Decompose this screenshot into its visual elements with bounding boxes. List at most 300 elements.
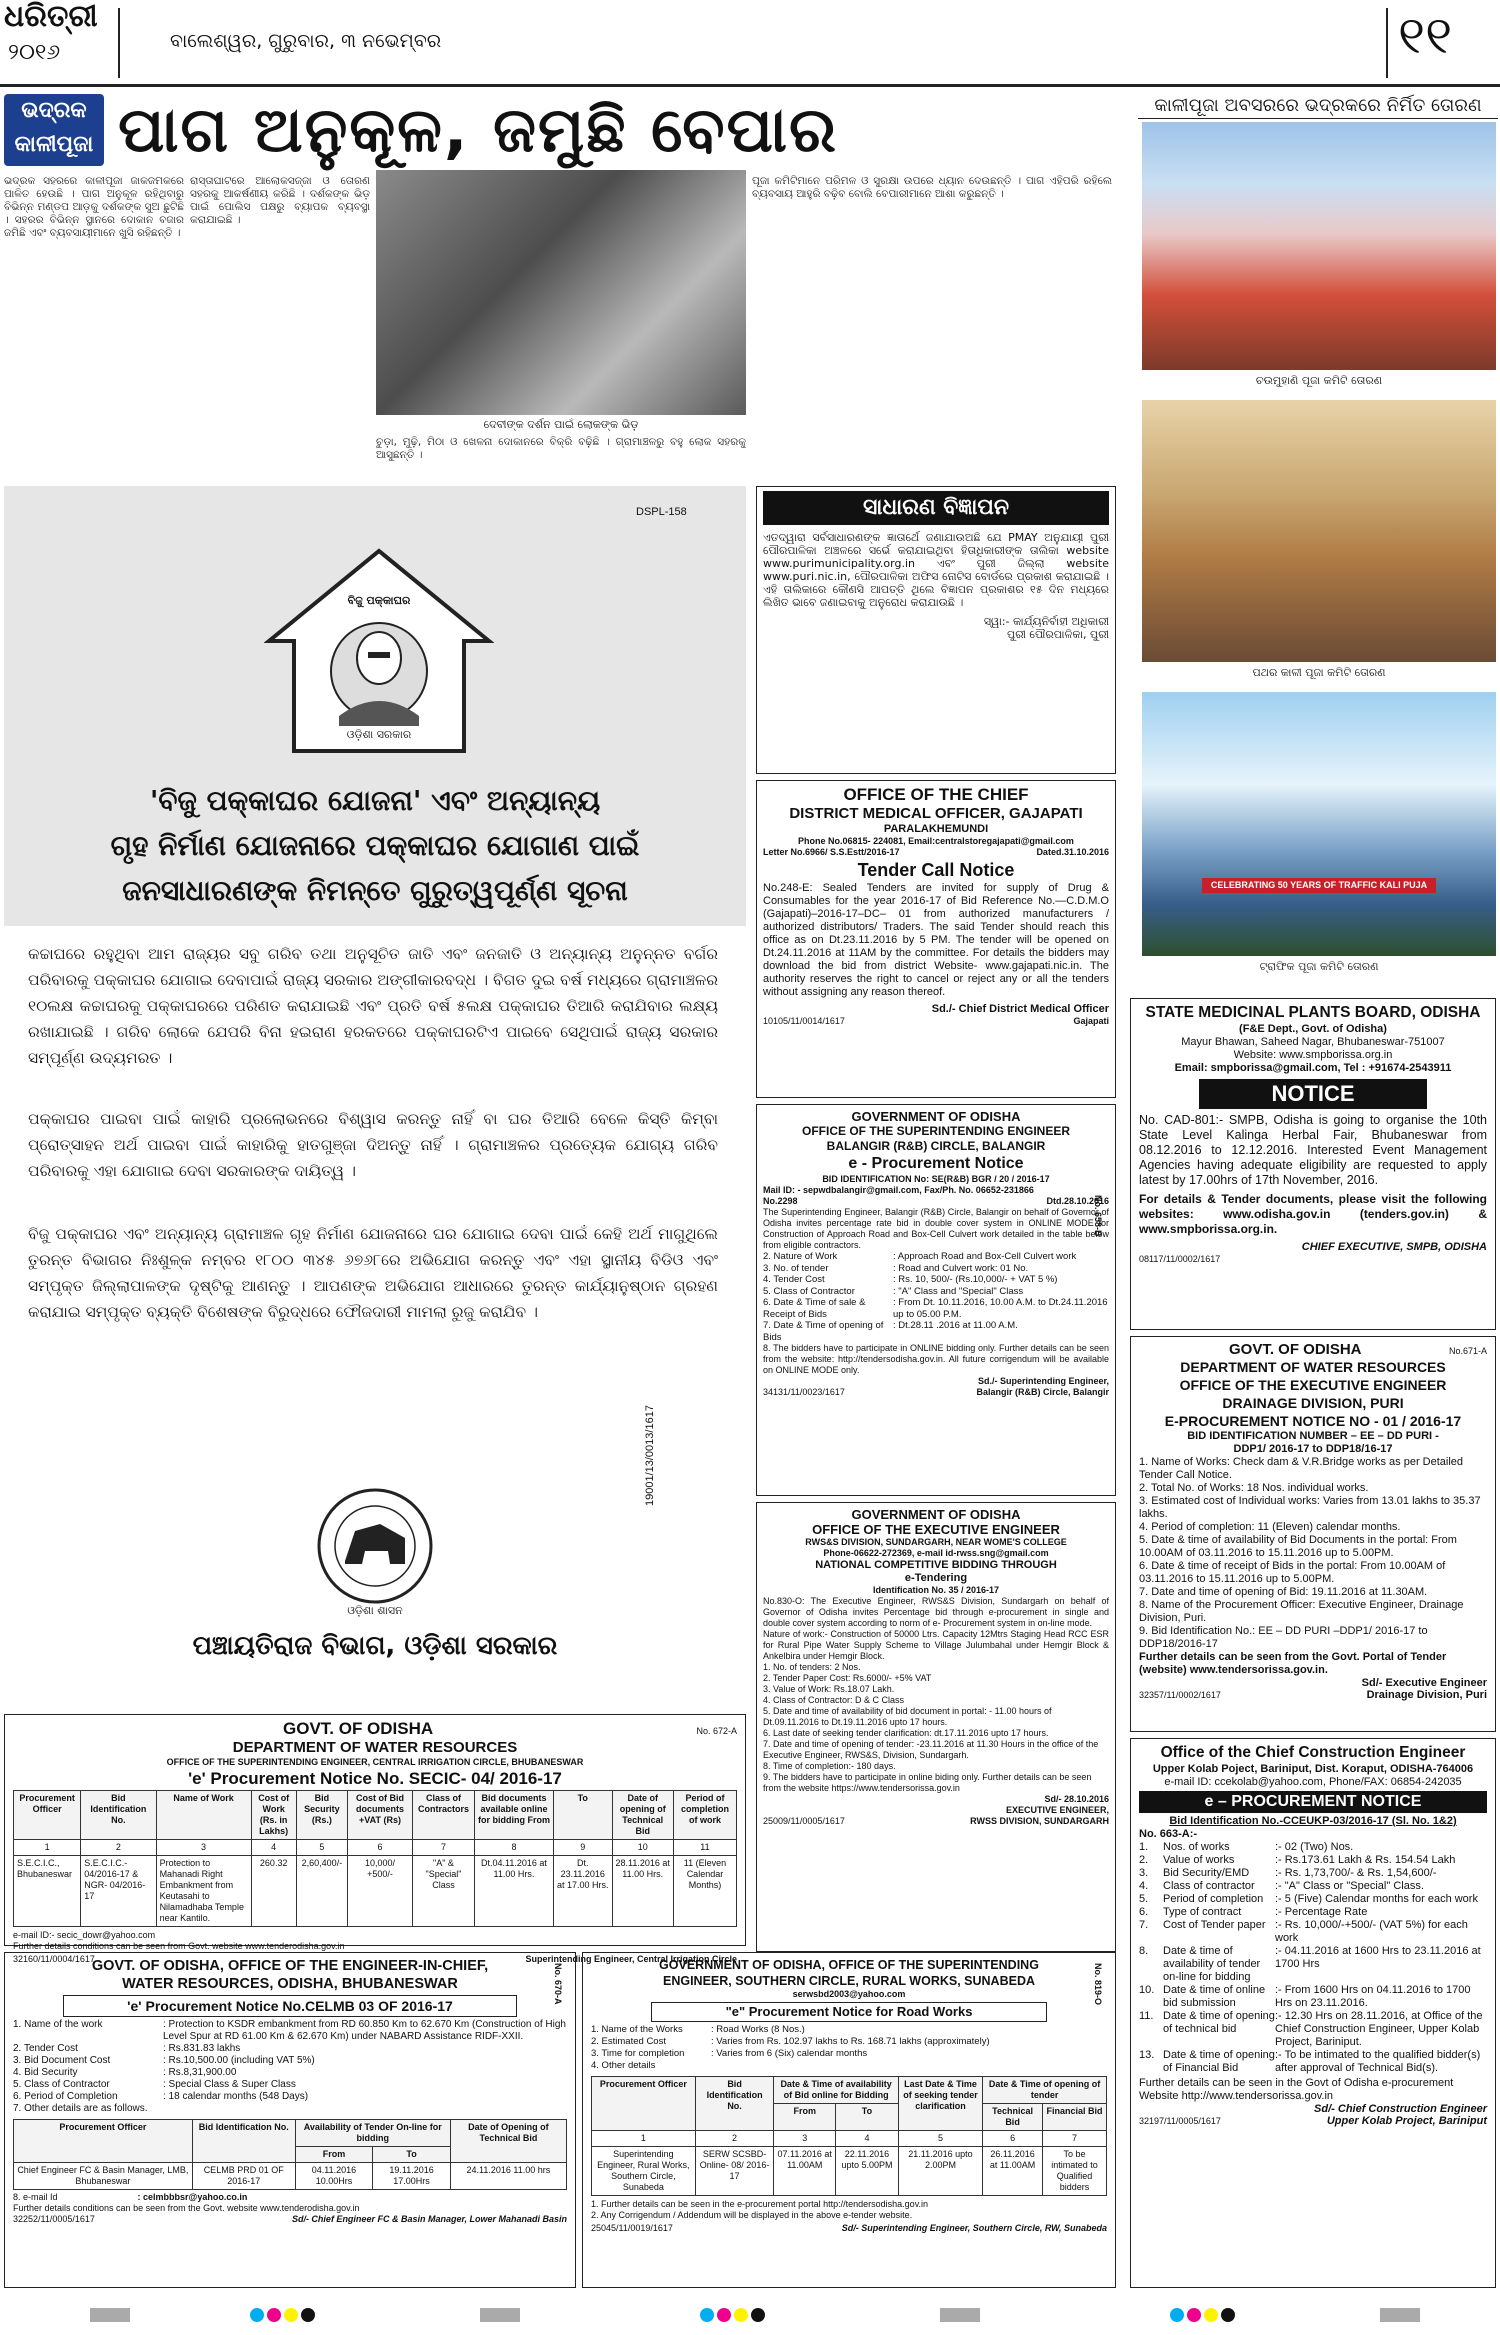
- masthead: [0, 0, 1500, 88]
- celmb-detail-table: [13, 2019, 567, 2115]
- cdmo-body: No.248-E: Sealed Tenders are invited for supply of Drug & Consumables for the year 2016-17 of Bid Reference No.—C.D.M.O (Gajapati)–2016-17–DC– 01 from authorized manufacturers / authorized distributors/ Traders. The said Tender should reach this office as on Dt.23.11.2016 by 5 PM. The tender will be opened on Dt.24.11.2016 at 11AM by the committee. For details the bidders may download the bid from district Website- www.gajapati.nic.in. The authority reserves the right to cancel or reject any or all the tenders without assigning any reason thereof.: [763, 882, 1109, 998]
- secic-cell: 260.32: [251, 1856, 296, 1927]
- puri-title-2: DEPARTMENT OF WATER RESOURCES: [1180, 1359, 1446, 1375]
- cmyk-marks: [250, 2308, 318, 2327]
- govt-ad: [4, 486, 746, 1706]
- secic-cell: S.E.C.I.C.- 04/2016-17 & NGR- 04/2016-17: [81, 1856, 156, 1927]
- puri-item: 3. Estimated cost of Individual works: Varies from 13.01 lakhs to 35.37 lakhs.: [1139, 1495, 1481, 1520]
- kolab-row-value: :- Percentage Rate: [1275, 1906, 1368, 1918]
- celmb-row-value: : 18 calendar months (548 Days): [163, 2091, 309, 2102]
- crowd-photo-caption: ଦେବୀଙ୍କ ଦର୍ଶନ ପାଇଁ ଲୋକଙ୍କ ଭିଡ଼: [483, 418, 639, 431]
- celmb-row-value: [163, 2103, 567, 2115]
- traffic-puja-gate-photo: [1142, 692, 1496, 956]
- kolab-row-label: Date & time of availability of tender on-line for bidding: [1163, 1945, 1261, 1983]
- cdmo-title-1: OFFICE OF THE CHIEF: [843, 785, 1029, 804]
- cdmo-sign-place: Gajapati: [1073, 1016, 1109, 1026]
- kolab-row-label: Nos. of works: [1163, 1841, 1230, 1853]
- sunabeda-cell: SERW SCSBD- Online- 08/ 2016-17: [695, 2147, 774, 2196]
- newspaper-logo: ଧରିତ୍ରୀ: [4, 0, 98, 34]
- puri-item: 1. Name of Works: Check dam & V.R.Bridge works as per Detailed Tender Call Notice.: [1139, 1456, 1464, 1481]
- masthead-divider-right: [1386, 8, 1388, 78]
- smpb-addr: Mayur Bhawan, Saheed Nagar, Bhubaneswar-751007: [1181, 1036, 1445, 1048]
- article-column-4: ପୂଜା କମିଟିମାନେ ପରିମଳ ଓ ସୁରକ୍ଷା ଉପରେ ଧ୍ୟାନ ଦେଉଛନ୍ତି । ପାଗ ଏହିପରି ରହିଲେ ବ୍ୟବସାୟ ଆହୁରି ବଢ଼ିବ ବୋଲି ବେପାରୀମାନେ ଆଶା କରୁଛନ୍ତି ।: [752, 175, 1112, 200]
- chaumuhani-gate-photo: [1142, 122, 1496, 370]
- balangir-detail-table: [763, 1251, 1109, 1343]
- sunabeda-sign: Sd/- Superintending Engineer, Southern Circle, RW, Sunabeda: [841, 2223, 1107, 2233]
- balangir-item-1: The Superintending Engineer, Balangir (R&B) Circle, Balangir on behalf of Governor of Odisha invites percentage rate bid in double cover system in ONLINE MODE for Construction of Approach Road and Box-Cell Culvert work detailed in the table below from eligible contractors.: [763, 1207, 1109, 1250]
- page-number: ୧୧: [1398, 6, 1453, 66]
- article-column-1: ଭଦ୍ରକ ସହରରେ କାଳୀପୂଜା ଜାକଜମକରେ ପାଳିତ ହେଉଛି । ପାଗ ଅନୁକୂଳ ରହିଥିବାରୁ ବିଭିନ୍ନ ମଣ୍ଡପ ଆଡ଼କୁ ଦର୍ଶକଙ୍କ ସୁଅ ଛୁଟିଛି । ସହରର ବିଭିନ୍ନ ସ୍ଥାନରେ ଦୋକାନ ବଜାର ଜମିଛି ଏବଂ ବ୍ୟବସାୟୀମାନେ ଖୁସି ରହିଛନ୍ତି ।: [4, 175, 184, 239]
- secic-col-header: Procurement Officer: [14, 1791, 81, 1840]
- puri-item: 9. Bid Identification No.: EE – DD PURI –DDP1/ 2016-17 to DDP18/2016-17: [1139, 1625, 1428, 1650]
- kolab-email: e-mail ID: ccekolab@yahoo.com, Phone/FAX: 06854-242035: [1164, 1776, 1462, 1788]
- sundargarh-item: 9. The bidders have to participate in online biding only. Further details can be seen from the website https://www.tendersorissa.gov.in: [763, 1772, 1092, 1793]
- secic-cell: S.E.C.I.C., Bhubaneswar: [14, 1856, 81, 1927]
- right-column-header: କାଳୀପୂଜା ଅବସରରେ ଭଦ୍ରକରେ ନିର୍ମିତ ତୋରଣ: [1138, 94, 1498, 119]
- kolab-row-num: 6.: [1139, 1906, 1149, 1918]
- kolab-no: No. 663-A:-: [1139, 1828, 1198, 1840]
- sundargarh-body: No.830-O: The Executive Engineer, RWS&S Division, Sundargarh on behalf of Governor of Odisha invites Percentage bid through e-procurement in single and double cover system according to norm of e- Procurement system in on-line mode.: [763, 1596, 1109, 1628]
- kolab-further: Further details can be seen in the Govt of Odisha e-procurement Website http://www.tendersorissa.gov.in: [1139, 2077, 1454, 2102]
- secic-cell: Dt. 23.11.2016 at 17.00 Hrs.: [554, 1856, 613, 1927]
- yellow-mark: [284, 2308, 298, 2322]
- kolab-row-value: :- To be intimated to the qualified bidder(s) after approval of Technical Bid(s).: [1275, 2049, 1481, 2074]
- secic-col-number: 2: [81, 1840, 156, 1856]
- kolab-row-value: :- 12.30 Hrs on 28.11.2016, at Office of the Chief Construction Engineer, Upper Kolab Project, Bariniput.: [1275, 2010, 1483, 2048]
- sundargarh-title-2: OFFICE OF THE EXECUTIVE ENGINEER: [812, 1522, 1060, 1537]
- secic-col-number: 11: [673, 1840, 736, 1856]
- sundargarh-item: 5. Date and time of availability of bid document in portal: - 11.00 hours of Dt.09.11.2016 to Dt.19.11.2016 upto 17 hours.: [763, 1706, 1052, 1727]
- smpb-title: STATE MEDICINAL PLANTS BOARD, ODISHA: [1145, 1004, 1481, 1021]
- secic-title-3: OFFICE OF THE SUPERINTENDING ENGINEER, CENTRAL IRRIGATION CIRCLE, BHUBANESWAR: [166, 1757, 584, 1767]
- print-registration-strip: [0, 2300, 1500, 2330]
- secic-title-1: GOVT. OF ODISHA: [283, 1719, 434, 1738]
- kolab-row-value: :- Rs. 1,73,700/- & Rs. 1,54,600/-: [1275, 1867, 1437, 1879]
- black-mark: [751, 2308, 765, 2322]
- kolab-row-value: :- 04.11.2016 at 1600 Hrs to 23.11.2016 at 1700 Hrs: [1275, 1945, 1481, 1970]
- kolab-row-value: :- 02 (Two) Nos.: [1275, 1841, 1354, 1853]
- smpb-notice: [1130, 998, 1496, 1330]
- sundargarh-nature: Nature of work:- Construction of 50000 Ltrs. Capacity 12Mtrs Staging Head RCC ESR for Rural Pipe Water Supply Scheme to Village Julumbahal under Hemgir Block & Ankelbira under Hemgir Block.: [763, 1629, 1109, 1661]
- sunabeda-col-number: 4: [836, 2131, 899, 2147]
- sundargarh-heading-2: e-Tendering: [904, 1572, 968, 1584]
- celmb-col-header: Date of Opening of Technical Bid: [450, 2120, 566, 2163]
- general-notice-title: ସାଧାରଣ ବିଜ୍ଞାପନ: [763, 491, 1109, 525]
- headline: ପାଗ ଅନୁକୂଳ, ଜମୁଛି ବେପାର: [118, 93, 839, 166]
- sunabeda-heading: "e" Procurement Notice for Road Works: [651, 2002, 1047, 2022]
- cmyk-marks: [1170, 2308, 1238, 2327]
- smpb-body-2: For details & Tender documents, please visit the following websites: www.odisha.gov.in (tenders.gov.in) & www.smpborissa.org.in.: [1139, 1192, 1487, 1236]
- secic-cell: Protection to Mahanadi Right Embankment from Keutasahi to Nilamadhaba Temple near Kantilo.: [156, 1856, 251, 1927]
- balangir-row-value: : Dt.28.11 .2016 at 11.00 A.M.: [893, 1320, 1018, 1331]
- sundargarh-item: 7. Date and time of opening of tender: -23.11.2016 at 11.30 Hours in the office of the Executive Engineer, RWS&S, Division, Sundargarh.: [763, 1739, 1099, 1760]
- balangir-no: No.2298: [763, 1196, 798, 1206]
- general-notice-sign-2: ପୁରୀ ପୌରପାଳିକା, ପୁରୀ: [1006, 628, 1109, 641]
- sunabeda-col-number: 2: [695, 2131, 774, 2147]
- celmb-row-label: 1. Name of the work: [13, 2019, 103, 2030]
- secic-col-number: 3: [156, 1840, 251, 1856]
- kolab-row-label: Bid Security/EMD: [1163, 1867, 1250, 1879]
- smpb-sign: CHIEF EXECUTIVE, SMPB, ODISHA: [1301, 1241, 1487, 1253]
- puri-item: 6. Date & time of receipt of Bids in the portal: From 10.00AM of 03.11.2016 to 15.11.2016 up to 5.00PM.: [1139, 1560, 1446, 1585]
- balangir-title-3: BALANGIR (R&B) CIRCLE, BALANGIR: [826, 1139, 1046, 1153]
- secic-col-header: Bid Security (Rs.): [296, 1791, 347, 1840]
- cdmo-title-2: DISTRICT MEDICAL OFFICER, GAJAPATI: [789, 805, 1083, 822]
- balangir-sign-2: Balangir (R&B) Circle, Balangir: [976, 1387, 1109, 1397]
- govt-ad-headline-1: 'ବିଜୁ ପକ୍କାଘର ଯୋଜନା' ଏବଂ ଅନ୍ୟାନ୍ୟ: [149, 784, 601, 817]
- puri-notice: [1130, 1336, 1496, 1732]
- sundargarh-item: 8. Time of completion:- 180 days.: [763, 1761, 896, 1771]
- smpb-web: Website: www.smpborissa.org.in: [1233, 1049, 1393, 1061]
- balangir-dated: Dtd.28.10.2016: [1046, 1196, 1109, 1206]
- balangir-bid-id: BID IDENTIFICATION No: SE(R&B) BGR / 20 / 2016-17: [822, 1174, 1050, 1184]
- celmb-row-label: 6. Period of Completion: [13, 2091, 118, 2102]
- sunabeda-row-value: : Road Works (8 Nos.): [711, 2024, 805, 2035]
- celmb-cell: 04.11.2016 10.00Hrs: [295, 2163, 373, 2190]
- pathar-kali-caption: ପଥର କାଳୀ ପୂଜା କମିଟି ତୋରଣ: [1252, 666, 1386, 679]
- secic-heading: 'e' Procurement Notice No. SECIC- 04/ 2016-17: [188, 1769, 562, 1788]
- secic-cell: Dt.04.11.2016 at 11.00 Hrs.: [474, 1856, 553, 1927]
- secic-col-number: 10: [612, 1840, 673, 1856]
- secic-col-number: 4: [251, 1840, 296, 1856]
- sunabeda-sub-header: To: [836, 2104, 899, 2131]
- celmb-title-1: GOVT. OF ODISHA, OFFICE OF THE ENGINEER-IN-CHIEF,: [91, 1958, 489, 1974]
- celmb-col-header: Procurement Officer: [14, 2120, 193, 2163]
- sunabeda-col-number: 3: [774, 2131, 836, 2147]
- celmb-row-label: 5. Class of Contractor: [13, 2079, 110, 2090]
- secic-col-header: Date of opening of Technical Bid: [612, 1791, 673, 1840]
- kolab-row-value: :- Rs.173.61 Lakh & Rs. 154.54 Lakh: [1275, 1854, 1456, 1866]
- sundargarh-item: 4. Class of Contractor: D & C Class: [763, 1695, 905, 1705]
- general-notice: [756, 486, 1116, 774]
- sunabeda-row-label: 1. Name of the Works: [591, 2024, 683, 2035]
- kolab-row-num: 13.: [1139, 2049, 1155, 2061]
- secic-col-number: 5: [296, 1840, 347, 1856]
- secic-table: [13, 1790, 737, 1927]
- puri-bid-line-1: BID IDENTIFICATION NUMBER – EE – DD PURI -: [1187, 1430, 1439, 1442]
- cdmo-phone: Phone No.06815- 224081, Email:centralstoregajapati@gmail.com: [798, 836, 1074, 846]
- smpb-code: 08117/11/0002/1617: [1139, 1254, 1221, 1264]
- kolab-row-value: :- 5 (Five) Calendar months for each work: [1275, 1893, 1478, 1905]
- secic-col-header: To: [554, 1791, 613, 1840]
- celmb-sign: Sd/- Chief Engineer FC & Basin Manager, Lower Mahanadi Basin: [291, 2214, 567, 2224]
- celmb-email-label: 8. e-mail Id: [13, 2192, 58, 2202]
- puri-title-4: DRAINAGE DIVISION, PURI: [1222, 1395, 1404, 1411]
- puri-item: 5. Date & time of availability of Bid Documents in the portal: From 10.00AM of 03.11.2016 to 15.11.2016 up to 5.00PM.: [1139, 1534, 1457, 1559]
- secic-cell: 2,60,400/-: [296, 1856, 347, 1927]
- secic-sign: Superintending Engineer, Central Irrigation Circle: [525, 1954, 737, 1964]
- kolab-sign-1: Sd/- Chief Construction Engineer: [1314, 2103, 1487, 2115]
- kolab-row-value: :- From 1600 Hrs on 04.11.2016 to 1700 Hrs on 23.11.2016.: [1275, 1984, 1471, 2009]
- kolab-row-num: 2.: [1139, 1854, 1149, 1866]
- cyan-mark: [700, 2308, 714, 2322]
- sunabeda-detail-table: [591, 2024, 1107, 2072]
- celmb-cell: 19.11.2016 17.00Hrs: [373, 2163, 451, 2190]
- secic-cell: 11 (Eleven Calendar Months): [673, 1856, 736, 1927]
- sunabeda-code: 25045/11/0019/1617: [591, 2223, 673, 2233]
- sunabeda-col-number: 5: [898, 2131, 982, 2147]
- puri-title-1: GOVT. OF ODISHA: [1229, 1341, 1362, 1358]
- secic-cell: "A" & "Special" Class: [413, 1856, 475, 1927]
- sunabeda-cell: 22.11.2016 upto 5.00PM: [836, 2147, 899, 2196]
- balangir-title-2: OFFICE OF THE SUPERINTENDING ENGINEER: [801, 1124, 1071, 1138]
- sunabeda-row-value: : Varies from Rs. 102.97 lakhs to Rs. 168.71 lakhs (approximately): [711, 2036, 990, 2047]
- sundargarh-sign-1: Sd/- 28.10.2016: [1044, 1794, 1109, 1804]
- kolab-row-num: 11.: [1139, 2010, 1154, 2022]
- kolab-row-label: Date & time of online bid submission: [1163, 1984, 1266, 2009]
- kolab-row-label: Value of works: [1163, 1854, 1235, 1866]
- yellow-mark: [1204, 2308, 1218, 2322]
- section-tag: [4, 94, 104, 166]
- secic-further: Further details conditions can be seen from Govt. website www.tenderodisha.gov.in: [13, 1941, 345, 1951]
- balangir-row-value: : From Dt. 10.11.2016, 10.00 A.M. to Dt.24.11.2016 up to 05.00 P.M.: [893, 1297, 1108, 1320]
- kolab-row-label: Class of contractor: [1163, 1880, 1255, 1892]
- black-mark: [1221, 2308, 1235, 2322]
- secic-title-2: DEPARTMENT OF WATER RESOURCES: [232, 1739, 518, 1756]
- sundargarh-heading-1: NATIONAL COMPETITIVE BIDDING THROUGH: [815, 1559, 1057, 1571]
- sundargarh-item: 6. Last date of seeking tender clarification: dt.17.11.2016 upto 17 hours.: [763, 1728, 1049, 1738]
- puri-title-3: OFFICE OF THE EXECUTIVE ENGINEER: [1179, 1377, 1447, 1393]
- balangir-title-1: GOVERNMENT OF ODISHA: [851, 1109, 1021, 1124]
- balangir-sign-1: Sd./- Superintending Engineer,: [977, 1376, 1109, 1386]
- sunabeda-col-header: Date & Time of availability of Bid online for Bidding: [774, 2077, 898, 2104]
- general-notice-body: ଏତଦ୍ୱାରା ସର୍ବସାଧାରଣଙ୍କ ଜ୍ଞାତାର୍ଥେ ଜଣାଯାଉଅଛି ଯେ PMAY ଅନୁଯାୟୀ ପୁରୀ ପୌରପାଳିକା ଅଞ୍ଚଳରେ ସର୍ଭେ କରାଯାଇଥିବା ହିତାଧିକାରୀଙ୍କ ତାଲିକା website www.purimunicipality.org.in ଏବଂ ପୁରୀ ଜିଲ୍ଲା website www.puri.nic.in, ପୌରପାଳିକା ଅଫିସ ନୋଟିସ ବୋର୍ଡରେ ପ୍ରକାଶ କରାଯାଇଛି । ଏହି ତାଲିକାରେ କୌଣସି ଆପତ୍ତି ଥିଲେ ବିଜ୍ଞାପନ ପ୍ରକାଶର ୧୫ ଦିନ ମଧ୍ୟରେ ଲିଖିତ ଭାବେ ଜଣାଇବାକୁ ଅନୁରୋଧ କରାଯାଉଛି ।: [763, 531, 1109, 609]
- celmb-sub-header: From: [295, 2147, 373, 2163]
- puri-item: 7. Date and time of opening of Bid: 19.11.2016 at 11.30AM.: [1139, 1586, 1428, 1598]
- secic-col-header: Name of Work: [156, 1791, 251, 1840]
- sunabeda-sub-header: Technical Bid: [983, 2104, 1043, 2131]
- kolab-row-label: Period of completion: [1163, 1893, 1264, 1905]
- sunabeda-table: [591, 2076, 1107, 2196]
- celmb-further: Further details conditions can be seen from the Govt. website www.tenderodisha.gov.in: [13, 2203, 360, 2213]
- article-column-3: ଚୁଡ଼ା, ମୁଢ଼ି, ମିଠା ଓ ଖେଳନା ଦୋକାନରେ ବିକ୍ରି ବଢ଼ିଛି । ଗ୍ରାମାଞ୍ଚଳରୁ ବହୁ ଲୋକ ସହରକୁ ଆସୁଛନ୍ତି ।: [376, 436, 746, 461]
- celmb-sub-header: To: [373, 2147, 451, 2163]
- kolab-row-num: 8.: [1139, 1945, 1149, 1957]
- sundargarh-sub: RWS&S DIVISION, SUNDARGARH, NEAR WOME'S COLLEGE: [805, 1537, 1067, 1547]
- kolab-heading: e – PROCUREMENT NOTICE: [1139, 1791, 1487, 1813]
- sunabeda-title-2: ENGINEER, SOUTHERN CIRCLE, RURAL WORKS, SUNABEDA: [662, 1974, 1035, 1988]
- sunabeda-cell: 26.11.2016 at 11.00AM: [983, 2147, 1043, 2196]
- kolab-sign-2: Upper Kolab Project, Bariniput: [1326, 2115, 1487, 2127]
- celmb-cell: 24.11.2016 11.00 hrs: [450, 2163, 566, 2190]
- secic-col-header: Cost of Work (Rs. in Lakhs): [251, 1791, 296, 1840]
- dateline: ବାଲେଶ୍ୱର, ଗୁରୁବାର, ୩ ନଭେମ୍ବର: [170, 30, 442, 52]
- masthead-rule: [0, 84, 1500, 87]
- sunabeda-note-2: 2. Any Corrigendum / Addendum will be displayed in the above e-tender website.: [591, 2210, 913, 2220]
- smpb-sub: (F&E Dept., Govt. of Odisha): [1239, 1023, 1387, 1035]
- secic-col-header: Class of Contractors: [413, 1791, 475, 1840]
- magenta-mark: [267, 2308, 281, 2322]
- sunabeda-row-value: : Varies from 6 (Six) calendar months: [711, 2048, 868, 2059]
- magenta-mark: [717, 2308, 731, 2322]
- secic-col-number: 7: [413, 1840, 475, 1856]
- balangir-row-label: 3. No. of tender: [763, 1262, 829, 1274]
- celmb-cell: Chief Engineer FC & Basin Manager, LMB, Bhubaneswar: [14, 2163, 193, 2190]
- balangir-row-value: : Rs. 10, 500/- (Rs.10,000/- + VAT 5 %): [893, 1274, 1058, 1285]
- sundargarh-code: 25009/11/0005/1617: [763, 1816, 845, 1826]
- grey-bar: [940, 2308, 980, 2322]
- kolab-sub: Upper Kolab Poject, Bariniput, Dist. Koraput, ODISHA-764006: [1152, 1763, 1474, 1775]
- sunabeda-row-label: 2. Estimated Cost: [591, 2036, 666, 2047]
- sunabeda-cell: Superintending Engineer, Rural Works, Southern Circle, Sunabeda: [592, 2147, 696, 2196]
- smpb-body: No. CAD-801:- SMPB, Odisha is going to organise the 10th State Level Kalinga Herbal Fair, Bhubaneswar from 08.12.2016 to 12.12.2016. Interested Event Management Agencies having adequate eligibility are requested to apply latest by 17.00hrs of 17th November, 2016.: [1139, 1113, 1487, 1187]
- secic-col-header: Bid documents available online for bidding From: [474, 1791, 553, 1840]
- celmb-row-value: : Special Class & Super Class: [163, 2079, 296, 2090]
- celmb-row-label: 2. Tender Cost: [13, 2043, 78, 2054]
- balangir-row-label: 4. Tender Cost: [763, 1274, 825, 1285]
- kolab-title: Office of the Chief Construction Engineer: [1160, 1744, 1466, 1761]
- sunabeda-col-header: Last Date & Time of seeking tender clarification: [898, 2077, 982, 2131]
- secic-col-number: 6: [348, 1840, 413, 1856]
- sunabeda-sub-header: From: [774, 2104, 836, 2131]
- kolab-row-num: 4.: [1139, 1880, 1149, 1892]
- cdmo-notice: [756, 780, 1116, 1098]
- puri-heading: E-PROCUREMENT NOTICE NO - 01 / 2016-17: [1164, 1413, 1462, 1429]
- secic-col-number: 9: [554, 1840, 613, 1856]
- kolab-row-label: Date & time of opening of technical bid: [1163, 2010, 1275, 2035]
- cdmo-heading: Tender Call Notice: [857, 860, 1015, 880]
- kolab-row-label: Cost of Tender paper: [1163, 1919, 1266, 1931]
- celmb-row-label: 7. Other details are as follows.: [13, 2103, 148, 2114]
- sunabeda-col-header: Bid Identification No.: [695, 2077, 774, 2131]
- grey-bar: [480, 2308, 520, 2322]
- govt-ad-side-code: 19001/13/0013/1617: [644, 1405, 656, 1506]
- sunabeda-col-number: 7: [1042, 2131, 1106, 2147]
- balangir-heading: e - Procurement Notice: [848, 1155, 1024, 1172]
- celmb-heading: 'e' Procurement Notice No.CELMB 03 OF 2016-17: [63, 1995, 517, 2017]
- kolab-row-label: Type of contract: [1163, 1906, 1242, 1918]
- celmb-code: 32252/11/0005/1617: [13, 2214, 95, 2224]
- cdmo-sign: Sd./- Chief District Medical Officer: [931, 1003, 1109, 1015]
- sunabeda-title-1: GOVERNMENT OF ODISHA, OFFICE OF THE SUPERINTENDING: [659, 1958, 1039, 1972]
- grey-bar: [1380, 2308, 1420, 2322]
- cmyk-marks: [700, 2308, 768, 2327]
- celmb-col-header: Availability of Tender On-line for bidding: [295, 2120, 450, 2147]
- section-tag-line2: କାଳୀପୂଜା: [14, 132, 94, 157]
- sundargarh-item: 2. Tender Paper Cost: Rs.6000/- +5% VAT: [763, 1673, 932, 1683]
- govt-ad-headline-2: ଗୃହ ନିର୍ମାଣ ଯୋଜନାରେ ପକ୍କାଘର ଯୋଗାଣ ପାଇଁ: [110, 829, 640, 862]
- cyan-mark: [250, 2308, 264, 2322]
- balangir-row-value: : Road and Culvert work: 01 No.: [893, 1262, 1029, 1274]
- secic-email: e-mail ID:- secic_dowr@yahoo.com: [13, 1930, 156, 1940]
- secic-notice: [4, 1714, 746, 1964]
- black-mark: [301, 2308, 315, 2322]
- puri-item: 8. Name of the Procurement Officer: Executive Engineer, Drainage Division, Puri.: [1139, 1599, 1464, 1624]
- kolab-notice: [1130, 1738, 1496, 2288]
- celmb-row-value: : Rs.10,500.00 (including VAT 5%): [163, 2055, 315, 2066]
- kolab-code: 32197/11/0005/1617: [1139, 2116, 1221, 2126]
- celmb-row-value: : Protection to KSDR embankment from RD 60.850 Km to 62.670 Km (Construction of High Level Spur at RD 61.00 Km & 62.670 Km) under NABARD Assistance RIDF-XXII.: [163, 2019, 566, 2042]
- smpb-heading: NOTICE: [1199, 1079, 1427, 1109]
- secic-cell: 10,000/ +500/-: [348, 1856, 413, 1927]
- puri-sign-1: Sd/- Executive Engineer: [1361, 1677, 1487, 1689]
- sunabeda-row-label: 4. Other details: [591, 2060, 656, 2071]
- traffic-banner-text: CELEBRATING 50 YEARS OF TRAFFIC KALI PUJA: [1202, 878, 1436, 893]
- general-notice-sign-1: ସ୍ୱା:- କାର୍ଯ୍ୟନିର୍ବାହୀ ଅଧିକାରୀ: [983, 615, 1109, 628]
- odisha-emblem-icon: [310, 1486, 440, 1606]
- kolab-row-num: 10.: [1139, 1984, 1155, 1996]
- masthead-divider: [118, 8, 120, 78]
- sundargarh-notice: [756, 1502, 1116, 1952]
- yellow-mark: [734, 2308, 748, 2322]
- secic-col-header: Period of completion of work: [673, 1791, 736, 1840]
- sundargarh-sign-3: RWSS DIVISION, SUNDARGARH: [970, 1816, 1109, 1826]
- logo-year: ୨୦୧୬: [8, 40, 61, 65]
- sunabeda-row-label: 3. Time for completion: [591, 2048, 685, 2059]
- balangir-mail: Mail ID: - sepwdbalangir@gmail.com, Fax/Ph. No. 06652-231866: [763, 1185, 1034, 1195]
- secic-code: 32160/11/0004/1617: [13, 1954, 95, 1964]
- celmb-email: : celmbbbsr@yahoo.co.in: [137, 2192, 248, 2202]
- house-logo-label: ଓଡ଼ିଶା ସରକାର: [346, 728, 412, 741]
- cyan-mark: [1170, 2308, 1184, 2322]
- celmb-title-2: WATER RESOURCES, ODISHA, BHUBANESWAR: [122, 1976, 458, 1992]
- balangir-row-label: 7. Date & Time of opening of Bids: [763, 1320, 884, 1343]
- govt-ad-para-1: କଚ୍ଚାଘରେ ରହୁଥିବା ଆମ ରାଜ୍ୟର ସବୁ ଗରିବ ତଥା ଅନୁସୂଚିତ ଜାତି ଏବଂ ଜନଜାତି ଓ ଅନ୍ୟାନ୍ୟ ଅନୁନ୍ନତ ବର୍ଗର ପରିବାରକୁ ପକ୍କାଘର ଯୋଗାଇ ଦେବାପାଇଁ ରାଜ୍ୟ ସରକାର ଅଙ୍ଗୀକାରବଦ୍ଧ । ବିଗତ ଦୁଇ ବର୍ଷ ମଧ୍ୟରେ ଗ୍ରାମାଞ୍ଚଳର ୧୦ଲକ୍ଷ କଚ୍ଚାଘରକୁ ପକ୍କାଘରରେ ପରିଣତ କରାଯାଇଛି ଏବଂ ପ୍ରତି ବର୍ଷ ୫ଲକ୍ଷ ପକ୍କାଘର ତିଆରି କରାଯିବାର ଲକ୍ଷ୍ୟ ରଖାଯାଇଛି । ଗରିବ ଲୋକେ ଯେପରି ବିନା ହଇରାଣ ହରକତରେ ପକ୍କାଘରଟିଏ ପାଇବେ ସେଥିପାଇଁ ରାଜ୍ୟ ସରକାର ସମ୍ପୂର୍ଣ୍ଣ ଉଦ୍ୟମରତ ।: [28, 945, 718, 1067]
- sunabeda-col-number: 1: [592, 2131, 696, 2147]
- magenta-mark: [1187, 2308, 1201, 2322]
- cdmo-letter-no: Letter No.6966/ S.S.Estt/2016-17: [763, 847, 900, 857]
- sundargarh-item: 3. Value of Work: Rs.18.07 Lakh.: [763, 1684, 895, 1694]
- secic-col-header: Cost of Bid documents +VAT (Rs): [348, 1791, 413, 1840]
- celmb-row-value: : Rs.831.83 lakhs: [163, 2043, 241, 2054]
- secic-col-number: 1: [14, 1840, 81, 1856]
- cdmo-dated: Dated.31.10.2016: [1036, 847, 1109, 857]
- celmb-col-header: Bid Identification No.: [192, 2120, 295, 2163]
- sunabeda-notice: [582, 1952, 1116, 2288]
- sunabeda-row-value: [711, 2060, 1107, 2072]
- balangir-notice: [756, 1104, 1116, 1496]
- puri-further: Further details can be seen from the Govt. Portal of Tender (website) www.tendersorissa.gov.in.: [1139, 1651, 1447, 1676]
- cdmo-place: PARALAKHEMUNDI: [883, 823, 989, 835]
- sunabeda-side-no: No. 819-O: [1093, 1963, 1103, 2006]
- puri-item: 2. Total No. of Works: 18 Nos. individual works.: [1139, 1482, 1369, 1494]
- pathar-kali-gate-photo: [1142, 400, 1496, 662]
- kolab-row-num: 1.: [1139, 1841, 1149, 1853]
- sundargarh-item: 1. No. of tenders: 2 Nos.: [763, 1662, 861, 1672]
- puri-item: 4. Period of completion: 11 (Eleven) calendar months.: [1139, 1521, 1401, 1533]
- govt-ad-headline-3: ଜନସାଧାରଣଙ୍କ ନିମନ୍ତେ ଗୁରୁତ୍ୱପୂର୍ଣ୍ଣ ସୂଚନା: [122, 874, 628, 907]
- celmb-notice: [4, 1952, 576, 2288]
- sunabeda-cell: To be intimated to Qualified bidders: [1042, 2147, 1106, 2196]
- sunabeda-note-1: 1. Further details can be seen in the e-procurement portal http://tendersodisha.gov.in: [591, 2199, 929, 2209]
- balangir-row-value: : Approach Road and Box-Cell Culvert work: [893, 1251, 1077, 1262]
- secic-col-header: Bid Identification No.: [81, 1791, 156, 1840]
- kolab-bid-id: Bid Identification No.-CCEUKP-03/2016-17 (Sl. No. 1&2): [1169, 1815, 1457, 1827]
- celmb-cell: CELMB PRD 01 OF 2016-17: [192, 2163, 295, 2190]
- puri-code: 32357/11/0002/1617: [1139, 1690, 1221, 1700]
- sunabeda-cell: 21.11.2016 upto 2.00PM: [898, 2147, 982, 2196]
- kolab-row-value: :- Rs. 10,000/-+500/- (VAT 5%) for each work: [1275, 1919, 1468, 1944]
- cdmo-code: 10105/11/0014/1617: [763, 1016, 845, 1026]
- balangir-row-label: 5. Class of Contractor: [763, 1285, 855, 1297]
- smpb-email: Email: smpborissa@gmail.com, Tel : +91674-2543911: [1174, 1062, 1452, 1074]
- sunabeda-sub-header: Financial Bid: [1042, 2104, 1106, 2131]
- chaumuhani-caption: ଚଉମୁହାଣି ପୂଜା କମିଟି ତୋରଣ: [1255, 374, 1383, 387]
- sunabeda-col-header: Date & Time of opening of tender: [983, 2077, 1107, 2104]
- sunabeda-email: serwsbd2003@yahoo.com: [792, 1989, 906, 1999]
- crowd-photo: [376, 170, 746, 415]
- kolab-row-num: 3.: [1139, 1867, 1149, 1879]
- balangir-item-8: 8. The bidders have to participate in ONLINE bidding only. Further details can be seen from the website: http://tendersodisha.gov.in. All future corrigendum will be available on ONLINE MODE only.: [763, 1343, 1109, 1375]
- sunabeda-cell: 07.11.2016 at 11.00AM: [774, 2147, 836, 2196]
- govt-ad-para-3: ବିଜୁ ପକ୍କାଘର ଏବଂ ଅନ୍ୟାନ୍ୟ ଗ୍ରାମାଞ୍ଚଳ ଗୃହ ନିର୍ମାଣ ଯୋଜନାରେ ଘର ଯୋଗାଇ ଦେବା ପାଇଁ କେହି ଅର୍ଥ ମାଗୁଥିଲେ ତୁରନ୍ତ ବିଭାଗର ନିଃଶୁଳ୍କ ନମ୍ବର ୧୮୦୦ ୩୪୫ ୬୭୬୮ରେ ଅଭିଯୋଗ କରନ୍ତୁ ଏବଂ ଏହା ସ୍ଥାନୀୟ ବିଡିଓ ଏବଂ ସମ୍ପୃକ୍ତ ଜିଲ୍ଲାପାଳଙ୍କ ଦୃଷ୍ଟିକୁ ଆଣନ୍ତୁ । ଆପଣଙ୍କ ଅଭିଯୋଗ ଆଧାରରେ ତୁରନ୍ତ କାର୍ଯ୍ୟାନୁଷ୍ଠାନ ଗ୍ରହଣ କରାଯାଇ ସମ୍ପୃକ୍ତ ବ୍ୟକ୍ତି ବିଶେଷଙ୍କ ବିରୁଦ୍ଧରେ ଫୌଜଦାରୀ ମାମଲା ରୁଜୁ କରାଯିବ ।: [28, 1225, 718, 1321]
- govt-ad-footer: ପଞ୍ଚାୟତିରାଜ ବିଭାଗ, ଓଡ଼ିଶା ସରକାର: [192, 1631, 558, 1661]
- sundargarh-title-1: GOVERNMENT OF ODISHA: [851, 1507, 1021, 1522]
- celmb-row-label: 4. Bid Security: [13, 2067, 78, 2078]
- house-logo-icon: [264, 546, 494, 756]
- govt-ad-para-2: ପକ୍କାଘର ପାଇବା ପାଇଁ କାହାରି ପ୍ରଲୋଭନରେ ବିଶ୍ୱାସ କରନ୍ତୁ ନାହିଁ ବା ଘର ତିଆରି ବେଳେ କିସ୍ତି କିମ୍ବା ପ୍ରୋତ୍ସାହନ ଅର୍ଥ ପାଇବା ପାଇଁ କାହାରିକୁ ହାତଗୁଞ୍ଜା ଦିଅନ୍ତୁ ନାହିଁ । ଗ୍ରାମାଞ୍ଚଳର ପ୍ରତ୍ୟେକ ଯୋଗ୍ୟ ଗରିବ ପରିବାରକୁ ଏହା ଯୋଗାଇ ଦେବା ସରକାରଙ୍କ ଦାୟିତ୍ୱ ।: [28, 1110, 718, 1180]
- celmb-side-no: No. 670-A: [553, 1963, 563, 2005]
